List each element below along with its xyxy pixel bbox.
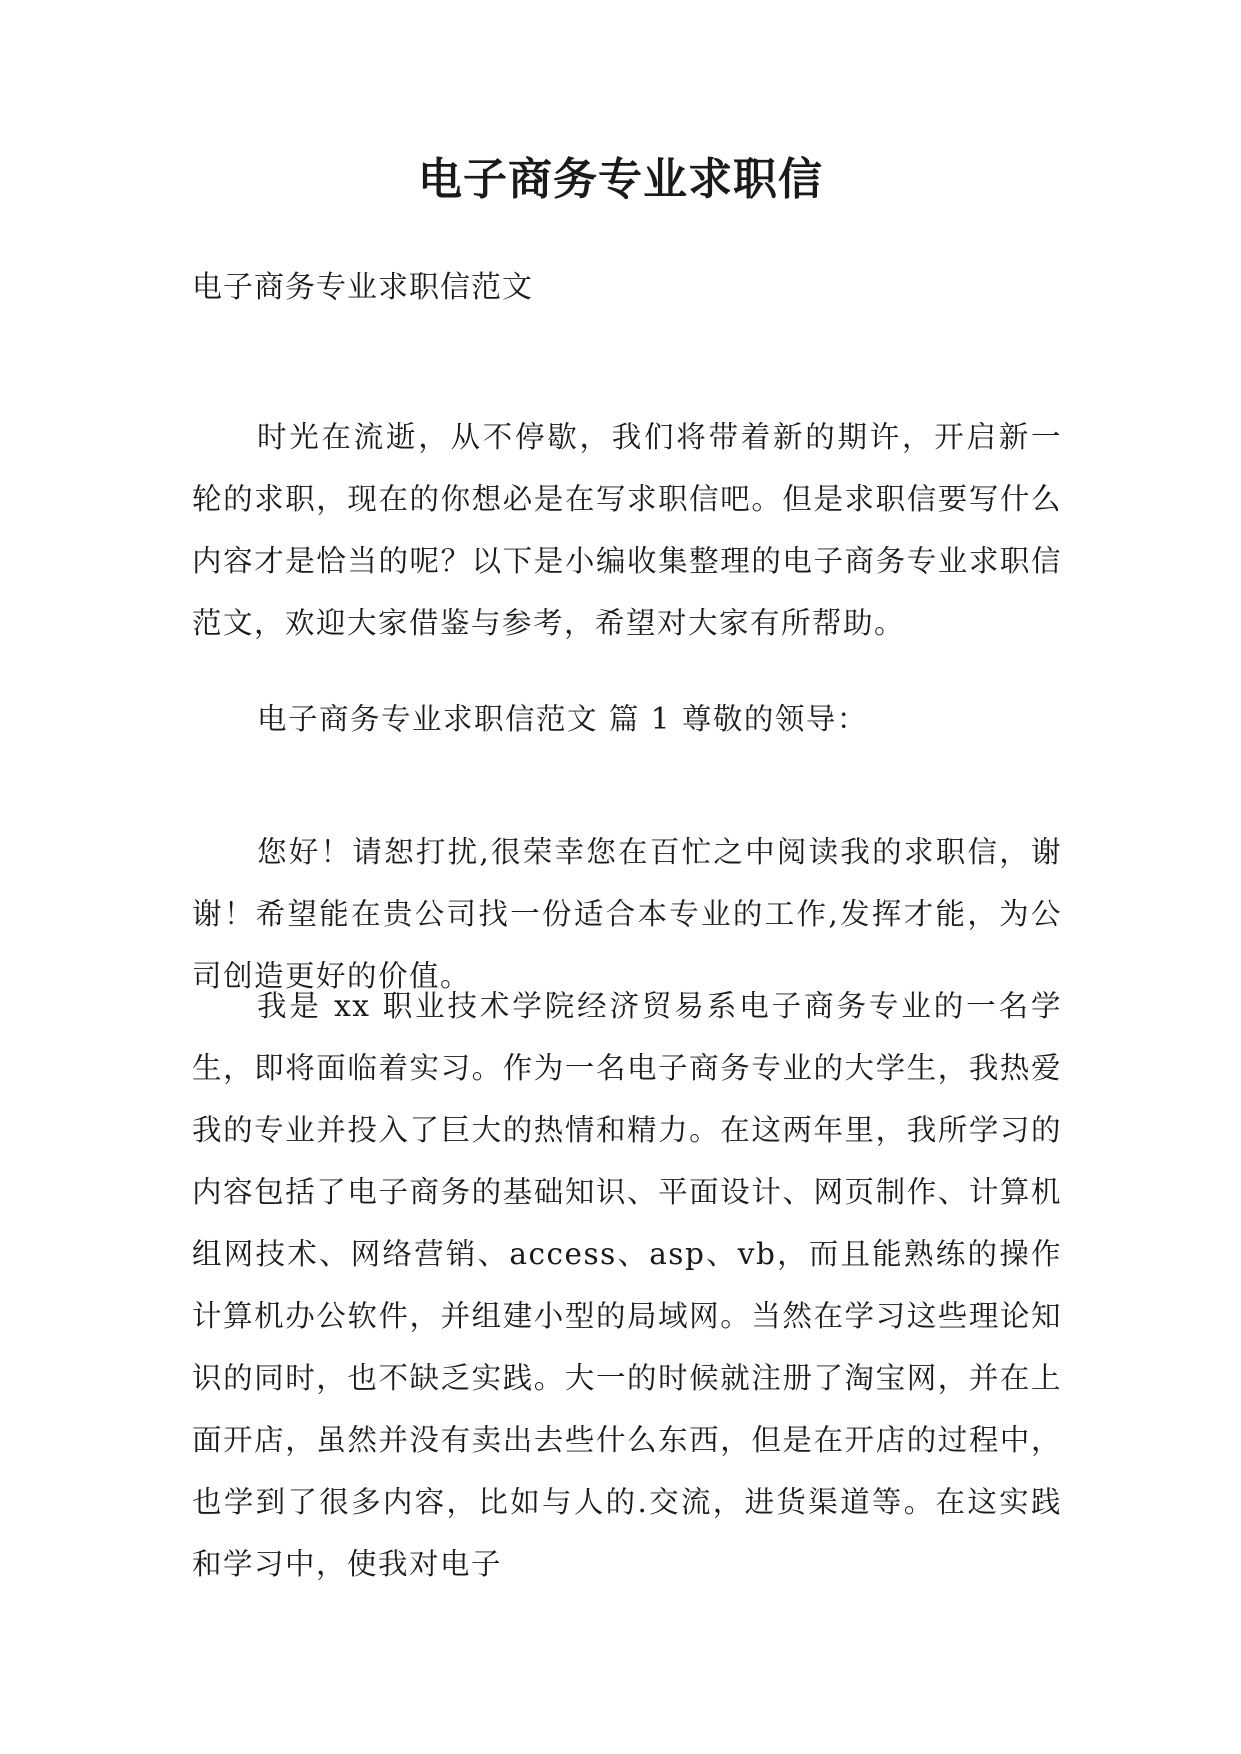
document-title: 电子商务专业求职信 [418,154,823,205]
paragraph-body: 我是 xx 职业技术学院经济贸易系电子商务专业的一名学生，即将面临着实习。作为一名电子商务专业的大学生，我热爱我的专业并投入了巨大的热情和精力。在这两年里，我所学习的内容包括了电子商务的基础知识、平面设计、网页制作、计算机组网技术、网络营销、access、asp、vb，而且能熟练的操作计算机办公软件，并组建小型的局域网。当然在学习这些理论知识的同时，也不缺乏实践。大一的时候就注册了淘宝网，并在上面开店，虽然并没有卖出去些什么东西，但是在开店的过程中，也学到了很多内容，比如与人的.交流，进货渠道等。在这实践和学习中，使我对电子 [192,989,1062,1581]
document-subtitle: 电子商务专业求职信范文 [192,270,533,305]
paragraph-intro: 时光在流逝，从不停歇，我们将带着新的期许，开启新一轮的求职，现在的你想必是在写求职信吧。但是求职信要写什么内容才是恰当的呢？以下是小编收集整理的电子商务专业求职信范文，欢迎大家借鉴与参考，希望对大家有所帮助。 [192,420,1062,640]
paragraph-greeting: 您好！请恕打扰,很荣幸您在百忙之中阅读我的求职信，谢谢！希望能在贵公司找一份适合本专业的工作,发挥才能，为公司创造更好的价值。 [192,835,1062,993]
paragraph-salutation: 电子商务专业求职信范文 篇 1 尊敬的领导： [257,702,868,736]
